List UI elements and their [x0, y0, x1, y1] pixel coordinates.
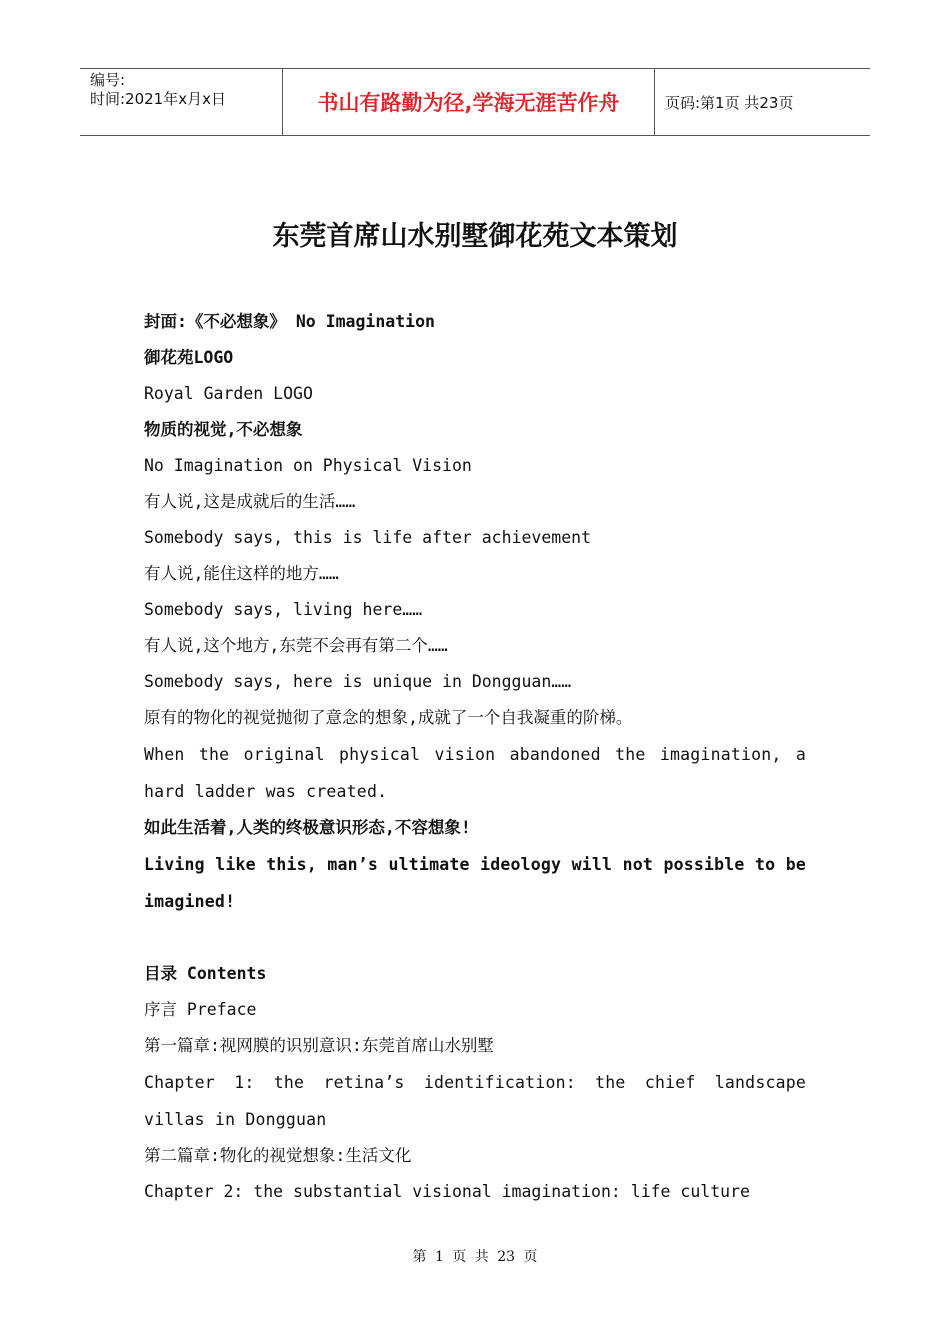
- cover-text-line: Somebody says, living here……: [144, 600, 423, 619]
- page-header: [80, 68, 870, 136]
- number-label: 编号:: [90, 71, 126, 89]
- document-body: [144, 304, 806, 1210]
- cover-text-line: 原有的物化的视觉抛彻了意念的想象,成就了一个自我凝重的阶梯。: [144, 708, 633, 727]
- cover-slogan-en: No Imagination on Physical Vision: [144, 456, 472, 475]
- contents-item: 第一篇章:视网膜的识别意识:东莞首席山水别墅: [144, 1036, 494, 1055]
- cover-paragraph-en: When the original physical vision abandoned the imagination, a hard ladder was created.: [144, 745, 806, 801]
- cover-text-line: 有人说,这个地方,东莞不会再有第二个……: [144, 636, 448, 655]
- contents-item: 序言 Preface: [144, 1000, 257, 1019]
- header-motto: 书山有路勤为径,学海无涯苦作舟: [282, 69, 655, 135]
- page-footer: 第 1 页 共 23 页: [412, 1249, 538, 1265]
- cover-text-line: Somebody says, here is unique in Dongguan……: [144, 672, 572, 691]
- cover-logo-en: Royal Garden LOGO: [144, 384, 313, 403]
- section-gap: [144, 920, 806, 956]
- cover-text-line: Somebody says, this is life after achievement: [144, 528, 592, 547]
- cover-text-line: 有人说,能住这样的地方……: [144, 564, 339, 583]
- cover-text-line: 有人说,这是成就后的生活……: [144, 492, 356, 511]
- cover-slogan-cn: 物质的视觉,不必想象: [144, 420, 303, 439]
- cover-logo-cn: 御花苑LOGO: [144, 348, 234, 367]
- contents-item: 第二篇章:物化的视觉想象:生活文化: [144, 1146, 412, 1165]
- contents-item: Chapter 2: the substantial visional imagination: life culture: [144, 1182, 750, 1201]
- cover-closing-en: Living like this, man’s ultimate ideology will not possible to be imagined!: [144, 855, 806, 911]
- header-meta: [80, 69, 282, 135]
- header-page-info: 页码:第1页 共23页: [665, 93, 794, 112]
- cover-closing-cn: 如此生活着,人类的终极意识形态,不容想象!: [144, 818, 471, 837]
- contents-heading: 目录 Contents: [144, 964, 267, 983]
- document-title: 东莞首席山水别墅御花苑文本策划: [272, 221, 678, 252]
- contents-item: Chapter 1: the retina’s identification: the chief landscape villas in Dongguan: [144, 1073, 806, 1129]
- time-label: 时间:2021年x月x日: [90, 90, 226, 108]
- cover-heading: 封面:《不必想象》 No Imagination: [144, 312, 435, 331]
